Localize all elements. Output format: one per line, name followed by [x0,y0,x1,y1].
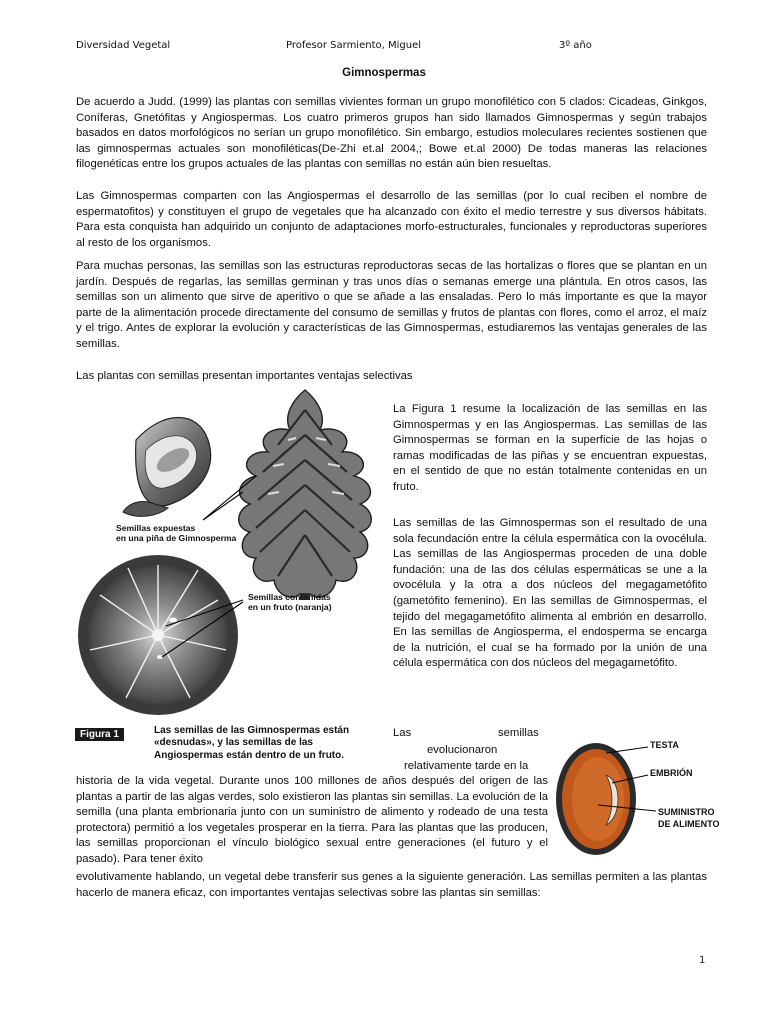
paragraph-2: Las Gimnospermas comparten con las Angiospermas el desarrollo de las semillas (por lo cual reciben el nombre de espermatofitos) y constituyen el grupo de vegetales que ha alcanzado con éxito el medio terrestre y sus diversos hábitats. Para esta conquista han adquirido un conjunto de adaptaciones morfo-estructurales, funcionales y reproductoras superiores al resto de los organismos. [76,190,707,249]
paragraph-1: De acuerdo a Judd. (1999) las plantas con semillas vivientes forman un grupo monofilético con 5 clados: Cicadeas, Ginkgos, Coníferas, Gnetófitas y Angiospermas. Los cuatro primeros grupos han sido llamados Gimnospermas y según trabajos basados en datos morfológicos no serían un grupo monofilético. Sin embargo, estudios moleculares recientes sostienen que las gimnospermas actuales son monofiléticas(De-Zhi et.al 2004,; Bowe et.al 2000) De todas maneras las relaciones filogenéticas entre los grupos actuales de las plantas con semillas no están aún bien resueltas. [76,96,707,171]
paragraph-7-word-evolucionaron: evolucionaron [427,744,498,756]
pine-cone-scale [123,418,211,517]
label-embrion: EMBRIÓN [650,768,693,778]
label-suministro-line-1: SUMINISTRO [658,807,715,817]
page-number: 1 [699,955,706,966]
paragraph-7-word-las: Las [393,727,412,739]
paragraph-3: Para muchas personas, las semillas son las estructuras reproductoras secas de las hortalizas o flores que se plantan en un jardín. Después de regarlas, las semillas germinan y tras unos días o semanas emerge una plántula. En otros casos, las semillas son un alimento que sirve de aperitivo o que se añade a las ensaladas. Pero lo más importante es que la mayor parte de la alimentación procede directamente del consumo de semillas y frutos de plantas con flores, como el arroz, el maíz y el trigo. Antes de explorar la evolución y características de las Gimnospermas, estudiaremos las ventajas generales de las semillas. [76,260,707,350]
label-exposed-line-1: Semillas expuestas [116,523,196,533]
label-suministro [658,806,720,830]
seed-shape [556,743,636,855]
paragraph-7-word-semillas: semillas [498,727,539,739]
caption-line-3: Angiospermas están dentro de un fruto. [154,749,345,761]
paragraph-4: Las plantas con semillas presentan importantes ventajas selectivas [76,370,413,382]
orange-cross-section [78,555,238,715]
figure-1-illustration [78,380,388,725]
label-testa: TESTA [650,740,679,750]
paragraph-7-line-tarde: relativamente tarde en la [404,760,529,772]
header-year: 3º año [559,40,592,51]
figure-1-caption [154,725,349,762]
label-exposed-line-2: en una piña de Gimnosperma [116,533,237,543]
header-professor: Profesor Sarmiento, Miguel [286,40,421,51]
seed-diagram [548,735,733,865]
paragraph-5: La Figura 1 resume la localización de las semillas en las Gimnospermas y en las Angiospermas. Las semillas de las Gimnospermas se forman en la superficie de las hojas o ramas modificadas de las piñas y se encuentran expuestas, en el sentido de que no están totalmente contenidas en un fruto. [393,403,707,493]
label-suministro-line-2: DE ALIMENTO [658,819,720,829]
figure-1-badge: Figura 1 [75,728,124,741]
caption-line-2: «desnudas», y las semillas de las [154,737,313,749]
label-contained-line-1: Semillas contenidas [248,592,331,602]
label-contained-line-2: en un fruto (naranja) [248,602,332,612]
header-course: Diversidad Vegetal [76,40,171,51]
paragraph-7-body: historia de la vida vegetal. Durante unos 100 millones de años después del origen de las plantas a partir de las algas verdes, solo existieron las plantas sin semillas. La evolución de la semilla (una planta embrionaria junto con un suministro de alimento y rodeado de una testa protectora) permitió a los vegetales prosperar en la tierra. Para las plantas que las producen, las semillas proporcionan el vínculo biológico sexual entre generaciones (el futuro y el pasado). Para tener éxito [76,775,548,865]
caption-line-1: Las semillas de las Gimnospermas están [154,725,350,736]
label-contained-seeds [248,592,332,612]
paragraph-6: Las semillas de las Gimnospermas son el resultado de una sola fecundación entre la célula espermática con la ovocélula. Las semillas de las Angiospermas proceden de una doble fundación: una de las dos células espermáticas se une a la ovocélula y la otra a dos núcleos del megagametófito (gametófito femenino). En las semillas de Gimnospermas, el tejido del megagametófito alimenta al embrión en desarrollo. En las semillas de Angiosperma, el endosperma se encarga de la nutrición, el cual se ha formado por la unión de una célula espermática con dos núcleos del megagametófito. [393,517,707,670]
paragraph-7-end: evolutivamente hablando, un vegetal debe transferir sus genes a la siguiente generación. Las semillas permiten a las plantas hacerlo de manera eficaz, con importantes ventajas selectivas sobre las plantas sin semillas: [76,871,707,899]
page-title: Gimnospermas [342,67,426,79]
pine-cone-section [239,390,372,600]
label-exposed-seeds [116,523,236,543]
